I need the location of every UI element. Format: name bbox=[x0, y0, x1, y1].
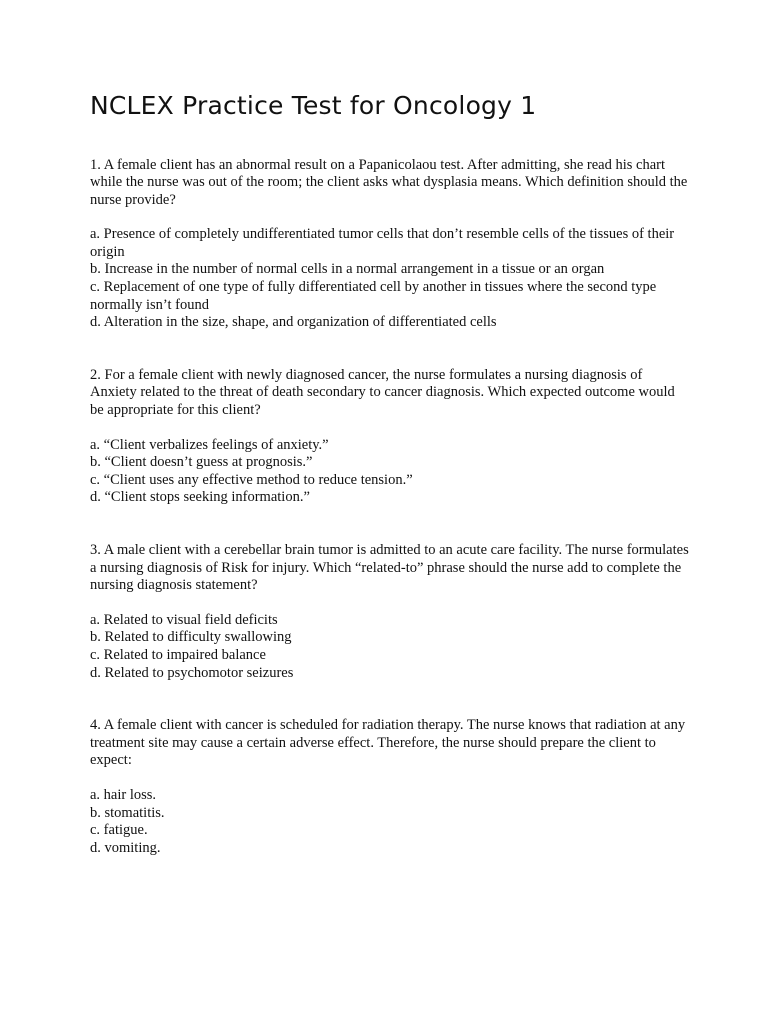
answer-options bbox=[90, 226, 690, 332]
answer-options bbox=[90, 437, 690, 507]
answer-option-b: b. stomatitis. bbox=[90, 804, 165, 821]
page-title: NCLEX Practice Test for Oncology 1 bbox=[90, 91, 537, 120]
answer-options bbox=[90, 612, 690, 682]
question-4 bbox=[90, 717, 690, 857]
document-page bbox=[90, 90, 690, 857]
answer-option-c: c. Replacement of one type of fully differentiated cell by another in tissues where the second type normally isn’t found bbox=[90, 279, 657, 313]
answer-option-d: d. “Client stops seeking information.” bbox=[90, 489, 310, 506]
answer-option-a: a. Related to visual field deficits bbox=[90, 611, 278, 628]
answer-option-b: b. Increase in the number of normal cells in a normal arrangement in a tissue or an organ bbox=[90, 261, 605, 278]
question-1 bbox=[90, 157, 690, 332]
answer-option-d: d. Related to psychomotor seizures bbox=[90, 664, 294, 681]
answer-option-a: a. “Client verbalizes feelings of anxiety.” bbox=[90, 436, 329, 453]
answer-option-c: c. “Client uses any effective method to reduce tension.” bbox=[90, 471, 413, 488]
answer-option-b: b. “Client doesn’t guess at prognosis.” bbox=[90, 454, 313, 471]
answer-option-d: d. vomiting. bbox=[90, 839, 161, 856]
answer-option-c: c. fatigue. bbox=[90, 822, 148, 839]
answer-options bbox=[90, 787, 690, 857]
answer-option-a: a. hair loss. bbox=[90, 786, 157, 803]
question-2 bbox=[90, 367, 690, 507]
question-stem: 4. A female client with cancer is scheduled for radiation therapy. The nurse knows that radiation at any treatment site may cause a certain adverse effect. Therefore, the nurse should prepare the client to expect: bbox=[90, 717, 686, 769]
question-3 bbox=[90, 542, 690, 682]
answer-option-a: a. Presence of completely undifferentiated tumor cells that don’t resemble cells of the tissues of their origin bbox=[90, 226, 675, 260]
answer-option-c: c. Related to impaired balance bbox=[90, 646, 266, 663]
question-stem: 1. A female client has an abnormal result on a Papanicolaou test. After admitting, she read his chart while the nurse was out of the room; the client asks what dysplasia means. Which definition should the nurse provide? bbox=[90, 156, 688, 208]
answer-option-b: b. Related to difficulty swallowing bbox=[90, 629, 292, 646]
question-stem: 2. For a female client with newly diagnosed cancer, the nurse formulates a nursing diagnosis of Anxiety related to the threat of death secondary to cancer diagnosis. Which expected outcome would be appropriate for this client? bbox=[90, 366, 675, 419]
answer-option-d: d. Alteration in the size, shape, and organization of differentiated cells bbox=[90, 314, 497, 331]
question-stem: 3. A male client with a cerebellar brain tumor is admitted to an acute care facility. The nurse formulates a nursing diagnosis of Risk for injury. Which “related-to” phrase should the nurse add to complete the nursing diagnosis statement? bbox=[90, 542, 689, 594]
